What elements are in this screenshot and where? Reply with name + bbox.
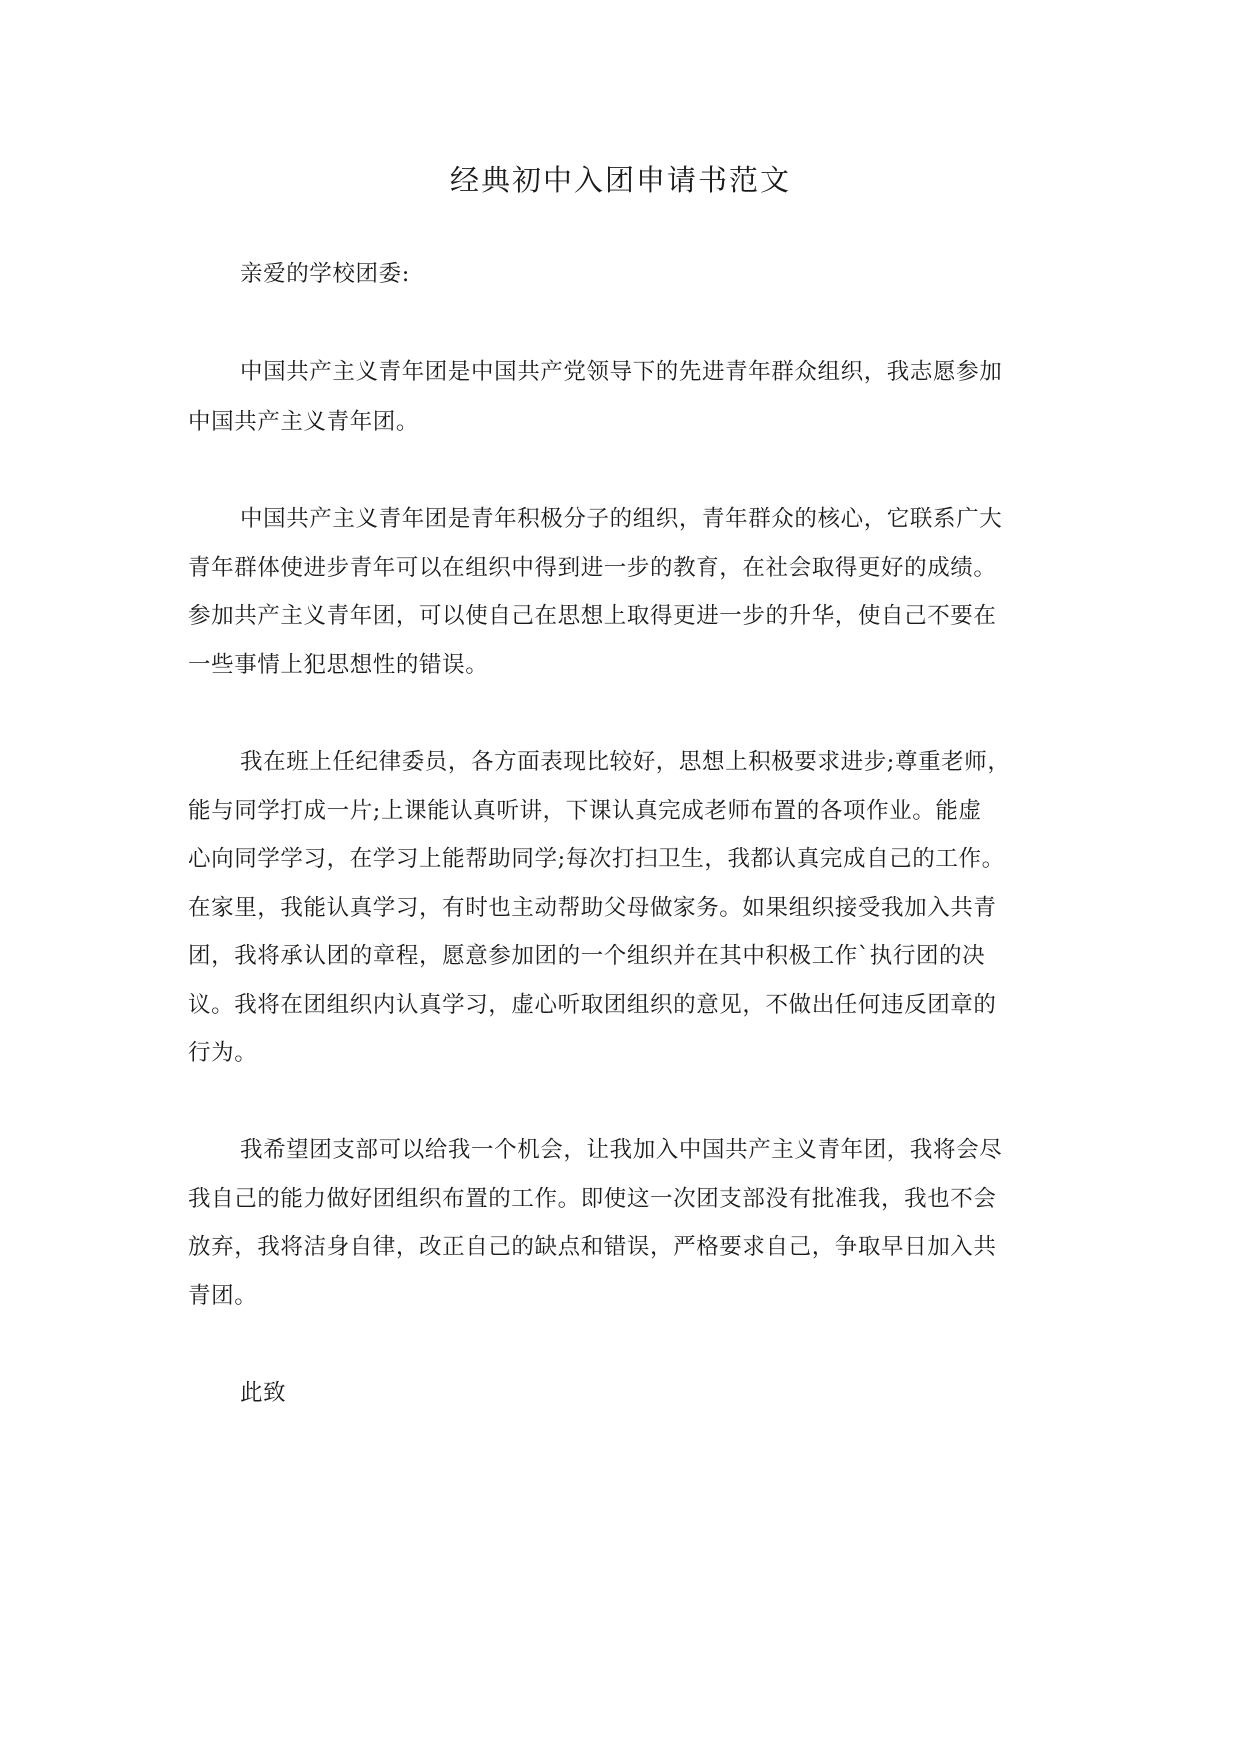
document-title: 经典初中入团申请书范文 xyxy=(449,163,791,197)
closing-text: 此致 xyxy=(240,1380,287,1406)
paragraph-2-line-3: 参加共产主义青年团，可以使自己在思想上取得更进一步的升华，使自己不要在 xyxy=(188,603,997,629)
paragraph-2-line-4: 一些事情上犯思想性的错误。 xyxy=(188,652,489,678)
paragraph-3-line-7: 行为。 xyxy=(188,1040,258,1066)
paragraph-3-line-6: 议。我将在团组织内认真学习，虚心听取团组织的意见，不做出任何违反团章的 xyxy=(188,992,997,1018)
paragraph-4-line-2: 我自己的能力做好团组织布置的工作。即使这一次团支部没有批准我，我也不会 xyxy=(188,1186,997,1212)
paragraph-3-line-5: 团，我将承认团的章程，愿意参加团的一个组织并在其中积极工作`执行团的决 xyxy=(188,943,986,969)
paragraph-3-line-3: 心向同学学习，在学习上能帮助同学;每次打扫卫生，我都认真完成自己的工作。 xyxy=(188,846,1005,872)
paragraph-3-line-4: 在家里，我能认真学习，有时也主动帮助父母做家务。如果组织接受我加入共青 xyxy=(188,895,997,921)
paragraph-4-line-1: 我希望团支部可以给我一个机会，让我加入中国共产主义青年团，我将会尽 xyxy=(240,1137,1003,1163)
paragraph-3-line-1: 我在班上任纪律委员，各方面表现比较好，思想上积极要求进步;尊重老师， xyxy=(240,749,1011,775)
salutation: 亲爱的学校团委: xyxy=(240,261,410,287)
paragraph-4-line-3: 放弃，我将洁身自律，改正自己的缺点和错误，严格要求自己，争取早日加入共 xyxy=(188,1234,997,1260)
paragraph-1-line-1: 中国共产主义青年团是中国共产党领导下的先进青年群众组织，我志愿参加 xyxy=(240,359,1003,385)
paragraph-2-line-2: 青年群体使进步青年可以在组织中得到进一步的教育，在社会取得更好的成绩。 xyxy=(188,555,997,581)
paragraph-1-line-2: 中国共产主义青年团。 xyxy=(188,409,420,435)
paragraph-4-line-4: 青团。 xyxy=(188,1283,258,1309)
paragraph-3-line-2: 能与同学打成一片;上课能认真听讲，下课认真完成老师布置的各项作业。能虚 xyxy=(188,798,982,824)
paragraph-2-line-1: 中国共产主义青年团是青年积极分子的组织，青年群众的核心，它联系广大 xyxy=(240,506,1003,532)
